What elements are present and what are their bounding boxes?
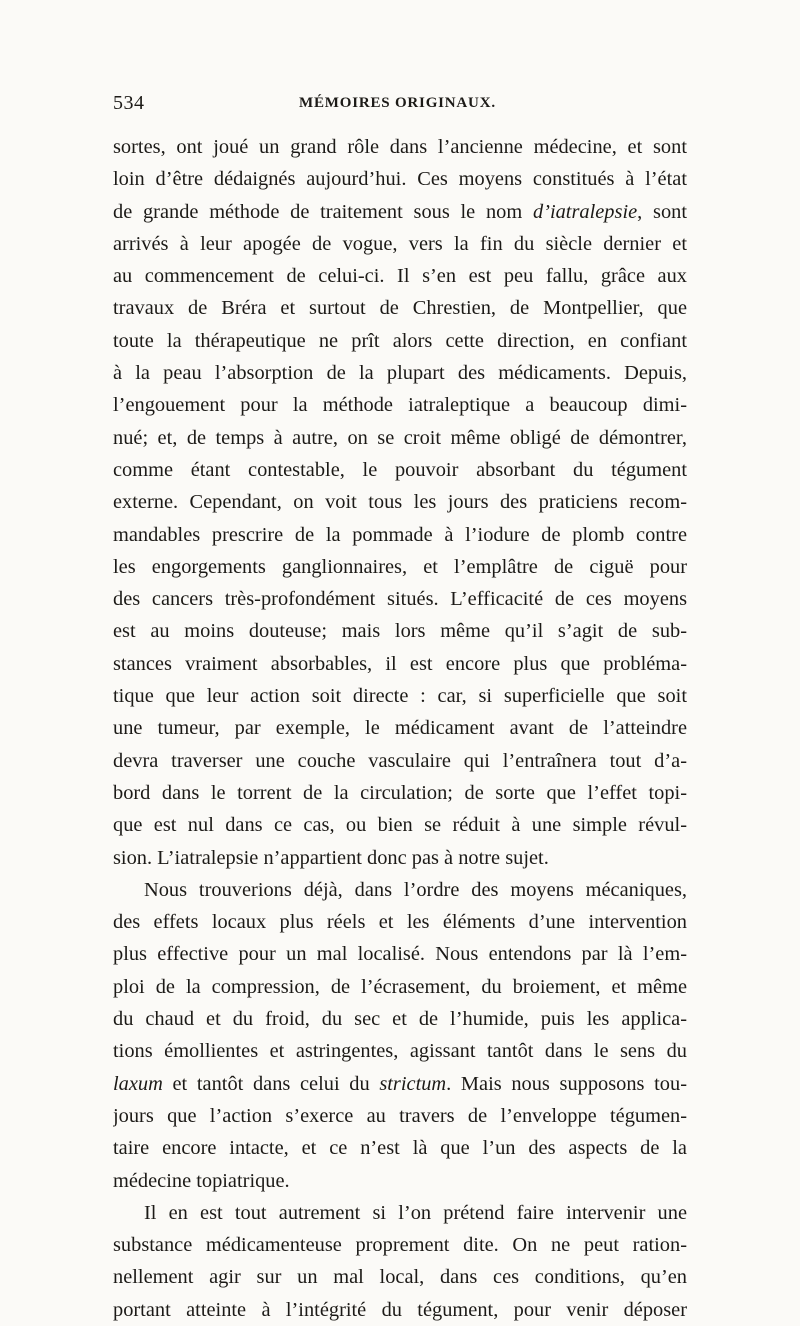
paragraph — [113, 1197, 687, 1326]
text-run: toute la thérapeutique ne prît alors cette direction, en confiant — [113, 329, 687, 352]
text-run: une tumeur, par exemple, le médicament avant de l’atteindre — [113, 717, 687, 740]
text-line — [113, 680, 687, 712]
text-run: de grande méthode de traitement sous le nom — [113, 200, 533, 223]
text-run: bord dans le torrent de la circulation; de sorte que l’effet topi- — [113, 781, 687, 804]
text-line — [113, 292, 687, 324]
text-run: Il en est tout autrement si l’on prétend faire intervenir une — [144, 1201, 687, 1224]
text-line — [113, 712, 687, 744]
text-run: tions émollientes et astringentes, agissant tantôt dans le sens du — [113, 1040, 687, 1063]
text-run: , sont — [637, 200, 687, 223]
text-line — [113, 1003, 687, 1035]
text-run: à la peau l’absorption de la plupart des médicaments. Depuis, — [113, 362, 687, 385]
text-run: Nous trouverions déjà, dans l’ordre des moyens mécaniques, — [144, 878, 687, 901]
text-run: tique que leur action soit directe : car, si superficielle que soit — [113, 685, 687, 708]
italic-term: laxum — [113, 1072, 163, 1095]
text-line — [113, 1229, 687, 1261]
text-run: des effets locaux plus réels et les éléments d’une intervention — [113, 911, 687, 934]
text-run: jours que l’action s’exerce au travers de l’enveloppe tégumen- — [113, 1104, 687, 1127]
text-run: plus effective pour un mal localisé. Nous entendons par là l’em- — [113, 943, 687, 966]
text-line — [113, 519, 687, 551]
text-run: et tantôt dans celui du — [162, 1072, 380, 1095]
body-text — [113, 131, 687, 1326]
text-line — [113, 454, 687, 486]
text-run: des cancers très-profondément situés. L’efficacité de ces moyens — [113, 588, 687, 611]
text-line — [113, 357, 687, 389]
italic-term: d’iatralepsie — [532, 200, 638, 223]
text-line — [113, 777, 687, 809]
text-run: médecine topiatrique. — [113, 1169, 290, 1192]
italic-term: strictum — [379, 1072, 447, 1095]
text-run: nué; et, de temps à autre, on se croit même obligé de démontrer, — [113, 426, 687, 449]
text-line — [113, 325, 687, 357]
text-line — [113, 1294, 687, 1326]
text-line — [113, 131, 687, 163]
text-line — [113, 196, 687, 228]
text-run: du chaud et du froid, du sec et de l’humide, puis les applica- — [113, 1008, 687, 1031]
text-line — [113, 422, 687, 454]
text-run: taire encore intacte, et ce n’est là que l’un des aspects de la — [113, 1137, 687, 1160]
text-run: que est nul dans ce cas, ou bien se réduit à une simple révul- — [113, 814, 687, 837]
text-line — [113, 1132, 687, 1164]
text-run: travaux de Bréra et surtout de Chrestien, de Montpellier, que — [113, 297, 687, 320]
text-run: nellement agir sur un mal local, dans ces conditions, qu’en — [113, 1266, 687, 1289]
text-run: l’engouement pour la méthode iatraleptique a beaucoup dimi- — [113, 394, 687, 417]
text-line — [113, 745, 687, 777]
paragraph — [113, 874, 687, 1197]
text-line — [113, 615, 687, 647]
text-line — [113, 583, 687, 615]
text-line — [113, 1165, 687, 1197]
text-line — [113, 163, 687, 195]
text-run: portant atteinte à l’intégrité du tégument, pour venir déposer — [113, 1298, 687, 1321]
text-line — [113, 842, 687, 874]
text-run: devra traverser une couche vasculaire qui l’entraînera tout d’a- — [113, 749, 687, 772]
text-run: sortes, ont joué un grand rôle dans l’ancienne médecine, et sont — [113, 136, 687, 158]
text-run: comme étant contestable, le pouvoir absorbant du tégument — [113, 458, 687, 481]
text-run: mandables prescrire de la pommade à l’iodure de plomb contre — [113, 523, 687, 546]
text-line — [113, 971, 687, 1003]
text-line — [113, 1100, 687, 1132]
text-line — [113, 938, 687, 970]
text-line — [113, 389, 687, 421]
text-line — [113, 874, 687, 906]
running-head: MÉMOIRES ORIGINAUX. — [299, 95, 496, 111]
text-run: au commencement de celui-ci. Il s’en est peu fallu, grâce aux — [113, 265, 687, 288]
text-run: ploi de la compression, de l’écrasement, du broiement, et même — [113, 975, 687, 998]
text-run: est au moins douteuse; mais lors même qu’il s’agit de sub- — [113, 620, 687, 643]
text-line — [113, 551, 687, 583]
text-run: arrivés à leur apogée de vogue, vers la fin du siècle dernier et — [113, 232, 687, 255]
page-number: 534 — [113, 92, 145, 114]
text-line — [113, 809, 687, 841]
text-run: stances vraiment absorbables, il est encore plus que probléma- — [113, 652, 687, 675]
text-line — [113, 1035, 687, 1067]
text-run: externe. Cependant, on voit tous les jours des praticiens recom- — [113, 491, 687, 514]
text-line — [113, 906, 687, 938]
page-header — [113, 92, 687, 122]
text-line — [113, 228, 687, 260]
text-run: . Mais nous supposons tou- — [446, 1072, 687, 1095]
text-line — [113, 648, 687, 680]
text-line — [113, 1261, 687, 1293]
text-line — [113, 1197, 687, 1229]
text-line — [113, 260, 687, 292]
text-line — [113, 1068, 687, 1100]
text-line — [113, 486, 687, 518]
text-run: les engorgements ganglionnaires, et l’emplâtre de ciguë pour — [113, 555, 687, 578]
text-run: sion. L’iatralepsie n’appartient donc pas à notre sujet. — [113, 846, 549, 869]
text-run: loin d’être dédaignés aujourd’hui. Ces moyens constitués à l’état — [113, 168, 687, 191]
paragraph — [113, 131, 687, 874]
text-run: substance médicamenteuse proprement dite. On ne peut ration- — [113, 1234, 687, 1257]
